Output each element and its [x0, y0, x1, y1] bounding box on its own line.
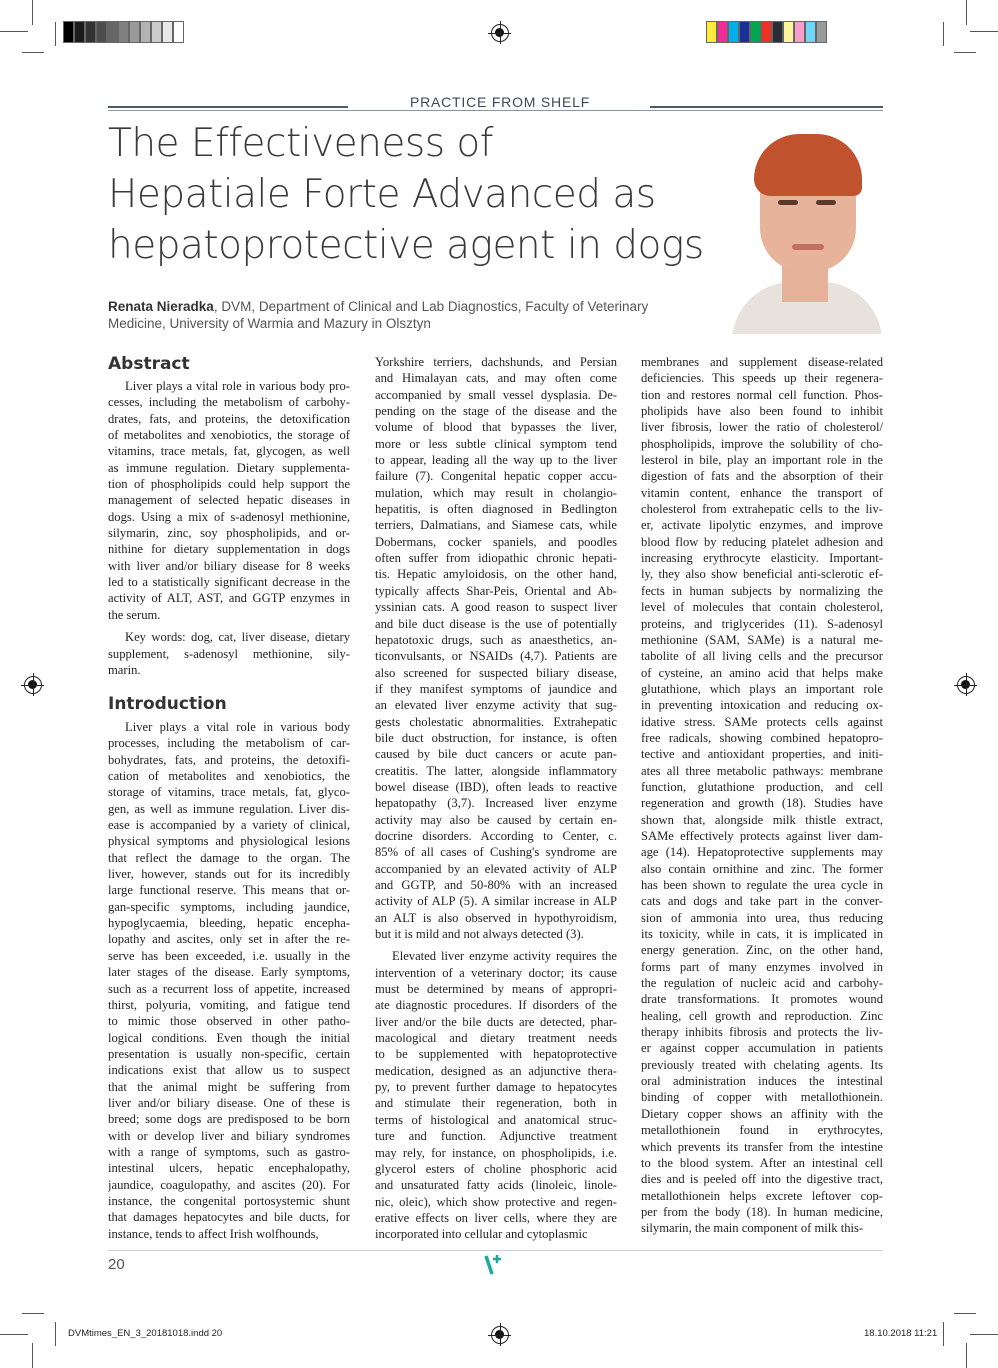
text-line: that reflect the damage to the organ. The	[108, 850, 350, 865]
crop-mark	[55, 22, 56, 46]
text-line: Liver plays a vital role in various body	[125, 720, 350, 734]
title-line: The Effectiveness of	[108, 121, 494, 166]
title-line: hepatoprotective agent in dogs	[108, 223, 704, 268]
introduction-column-2	[375, 354, 617, 1243]
text-line: py, to prevent further damage to hepatocytes	[375, 1080, 617, 1095]
text-line: more or less subtle clinical symptom tend	[375, 436, 617, 451]
eye	[778, 200, 798, 205]
text-line: healing, cell growth and reproduction. Zinc	[641, 1008, 883, 1023]
text-line: and bile duct disease is the use of potentially	[375, 616, 617, 631]
author-byline	[108, 298, 648, 332]
text-line: phospholipids, improve the solubility of cho-	[641, 436, 883, 451]
footer-rule	[108, 1250, 883, 1251]
text-line: instance, the congenital portosystemic shunt	[108, 1193, 350, 1208]
text-line: glutathione, which plays an important role	[641, 681, 883, 696]
text-line: Yorkshire terriers, dachshunds, and Persian	[375, 355, 617, 369]
color-swatch	[85, 21, 96, 43]
text-line: fects in human subjects by normalizing the	[641, 583, 883, 598]
text-line: level of molecules that contain cholesterol,	[641, 600, 883, 615]
text-line: per from the body (18). In human medicine,	[641, 1204, 883, 1219]
crop-mark	[966, 0, 967, 25]
text-line: er, activate lipolytic enzymes, and improve	[641, 518, 883, 533]
text-line: mulation, which may result in cholangio-	[375, 485, 617, 500]
text-line: membranes and supplement disease-related	[641, 355, 883, 369]
author-affiliation: , DVM, Department of Clinical and Lab Diagnostics, Faculty of Veterinary	[213, 299, 649, 314]
text-line: creatitis. The latter, alongside inflammatory	[375, 763, 617, 778]
hair	[754, 134, 862, 196]
color-swatch	[96, 21, 107, 43]
paragraph	[108, 629, 350, 678]
author-name: Renata Nieradka	[108, 299, 214, 314]
color-swatch	[761, 21, 772, 43]
text-line: bowel disease (IBD), often leads to reactive	[375, 779, 617, 794]
text-line: typically affects Shar-Peis, Oriental and Ab-	[375, 583, 617, 598]
text-line: terriers, Dalmatians, and Siamese cats, while	[375, 518, 617, 533]
text-line: metallothionein found in erythrocytes,	[641, 1123, 883, 1138]
text-line: presentation is usually non-specific, certain	[108, 1046, 350, 1061]
text-line: hypoglycaemia, bleeding, hepatic encepha-	[108, 916, 350, 931]
crop-mark	[954, 52, 976, 53]
text-line: Dietary copper shows an affinity with the	[641, 1106, 883, 1121]
text-line: thirst, polyuria, vomiting, and fatigue tend	[108, 997, 350, 1012]
text-line: tabolite of all living cells and the precursor	[641, 649, 883, 664]
text-line: liver fibrosis, lower the ratio of cholesterol/	[641, 420, 883, 435]
text-line: glycerol esters of choline phosphoric acid	[375, 1161, 617, 1176]
text-line: Elevated liver enzyme activity requires the	[392, 949, 617, 964]
text-line: gen, as well as immune regulation. Liver dis-	[108, 801, 350, 816]
text-line: binding of copper with metallothionein.	[641, 1090, 883, 1105]
color-swatch	[772, 21, 783, 43]
crop-mark	[0, 31, 28, 32]
text-line: vitamin content, enhance the transport of	[641, 485, 883, 500]
text-line: cats and dogs and take part in the conver-	[641, 894, 883, 909]
title-line: Hepatiale Forte Advanced as	[108, 172, 656, 217]
text-line: caused by bile duct cancers or acute pan-	[375, 747, 617, 762]
color-swatch	[717, 21, 728, 43]
text-line: that damages hepatocytes and bile ducts, for	[108, 1210, 350, 1225]
text-line: regeneration and growth (18). Studies have	[641, 796, 883, 811]
text-line: digestion of fats and the absorption of their	[641, 469, 883, 484]
text-line: nic, oleic), which show protective and regen-	[375, 1194, 617, 1209]
text-line: tion and restores normal cell function. Phos-	[641, 387, 883, 402]
text-line: of cysteine, an amino acid that helps make	[641, 665, 883, 680]
text-line: to the blood system. After an intestinal cell	[641, 1155, 883, 1170]
text-line: ture and function. Adjunctive treatment	[375, 1129, 617, 1144]
text-line: tis. Hepatic amyloidosis, on the other hand,	[375, 567, 617, 582]
text-line: also contain ornithine and zinc. The former	[641, 861, 883, 876]
text-line: and GGTP, and 50-80% with an increased	[375, 878, 617, 892]
text-line: has been shown to regulate the urea cycle in	[641, 878, 883, 892]
text-line: failure (7). Congenital hepatic copper accu-	[375, 469, 617, 484]
text-line: activity may also be caused by certain en-	[375, 812, 617, 827]
text-line: activity of ALT, AST, and GGTP enzymes in	[108, 591, 350, 606]
color-swatch	[107, 21, 118, 43]
text-line: sion of ammonia into urea, thus reducing	[641, 910, 883, 925]
crop-mark	[943, 22, 944, 46]
text-line: activity of ALP (5). A similar increase in ALP	[375, 894, 617, 909]
text-line: serve has been exceeded, i.e. usually in the	[108, 948, 350, 963]
text-line: metallothionein helps excrete leftover cop-	[641, 1188, 883, 1203]
text-line: hepatotoxic drugs, such as anaesthetics, an-	[375, 632, 617, 647]
crop-mark	[966, 1343, 967, 1368]
text-line: tective and antioxidant properties, and initi-	[641, 747, 883, 762]
color-swatch	[750, 21, 761, 43]
text-line: ate diagnostic procedures. If disorders of the	[375, 998, 617, 1013]
text-line: to mimic those observed in other patho-	[108, 1014, 350, 1029]
text-line: ticonvulsants, or NSAIDs (4,7). Patients are	[375, 649, 617, 664]
text-line: yssinian cats. A good reason to suspect liver	[375, 600, 617, 615]
crop-mark	[954, 1313, 976, 1314]
text-line: to appear, leading all the way up to the liver	[375, 453, 617, 468]
text-line: processes, including the metabolism of car-	[108, 736, 350, 751]
text-line: management of selected hepatic diseases in	[108, 493, 350, 508]
text-line: with liver and/or biliary disease for 8 weeks	[108, 558, 350, 573]
text-line: jaundice, coagulopathy, and ascites (20). For	[108, 1177, 350, 1192]
crop-mark	[970, 31, 998, 32]
text-line: increasing erythrocyte elasticity. Important-	[641, 551, 883, 566]
text-line: and unsaturated fatty acids (linoleic, linole-	[375, 1178, 617, 1193]
text-line: supplement, s-adenosyl methionine, sily-	[108, 646, 350, 661]
text-line: with or develop liver and biliary syndromes	[108, 1128, 350, 1143]
text-line: such as a recurrent loss of appetite, increased	[108, 981, 350, 996]
text-line: which prevents its transfer from the intestine	[641, 1139, 883, 1154]
text-line: hepatopathy (3,7). Increased liver enzyme	[375, 796, 617, 811]
text-line: if they manifest symptoms of jaundice and	[375, 681, 617, 696]
eye	[816, 200, 836, 205]
text-line: Dobermans, cocker spaniels, and poodles	[375, 534, 617, 549]
color-swatch	[151, 21, 162, 43]
text-line: gan-specific symptoms, including jaundice,	[108, 899, 350, 914]
text-line: incorporated into cellular and cytoplasmic	[375, 1227, 588, 1242]
text-line: dies and is peeled off into the digestive tract,	[641, 1172, 883, 1187]
text-line: accompanied by small vessel dysplasia. De-	[375, 387, 617, 402]
text-line: silymarin, the main component of milk this-	[641, 1221, 864, 1236]
text-line: and stimulate their regeneration, both in	[375, 1096, 617, 1111]
text-line: 85% of all cases of Cushing's syndrome are	[375, 845, 617, 860]
text-line: indications exist that allow us to suspect	[108, 1063, 350, 1078]
paragraph	[641, 354, 883, 1237]
text-line: terms of histological and anatomical struc-	[375, 1112, 617, 1127]
text-line: drate transformations. It promotes wound	[641, 992, 883, 1007]
text-line: marin.	[108, 662, 141, 677]
color-swatch	[129, 21, 140, 43]
text-line: proteins, and triglycerides (11). S-adenosyl	[641, 616, 883, 631]
text-line: bile duct obstruction, for instance, is often	[375, 730, 617, 745]
text-line: and Himalayan cats, and may often come	[375, 371, 617, 386]
author-photo	[730, 132, 885, 334]
color-swatch	[74, 21, 85, 43]
text-line: but it is mild and not always detected (3).	[375, 927, 584, 942]
text-line: tion of phospholipids could help support the	[108, 477, 350, 492]
header-rule	[108, 106, 348, 108]
introduction-column-3	[641, 354, 883, 1237]
text-line: an elevated liver enzyme activity that sug-	[375, 698, 617, 713]
color-swatch	[728, 21, 739, 43]
abstract-text	[108, 378, 350, 678]
crop-mark	[22, 1313, 44, 1314]
paragraph	[108, 719, 350, 1242]
page-number: 20	[108, 1256, 125, 1273]
text-line: intervention of a veterinary doctor; its cause	[375, 965, 617, 980]
color-swatch	[118, 21, 129, 43]
crop-mark	[970, 1334, 998, 1335]
text-line: liver and/or the bile ducts are detected, phar-	[375, 1014, 617, 1029]
text-line: cesses, including the metabolism of carbohy-	[108, 395, 350, 410]
text-line: drates, fats, and proteins, the detoxification	[108, 411, 350, 426]
text-line: function, glutathione production, and cell	[641, 779, 883, 794]
text-line: SAMe effectively protects against liver dam-	[641, 828, 883, 843]
text-line: energy generation. Zinc, on the other hand,	[641, 943, 883, 958]
text-line: instance, tends to affect Irish wolfhounds,	[108, 1226, 319, 1241]
color-swatch	[706, 21, 717, 43]
text-line: the regulation of nucleic acid and carbohy-	[641, 976, 883, 991]
color-swatch	[173, 21, 184, 43]
section-label: PRACTICE FROM SHELF	[409, 94, 591, 110]
text-line: methionine (SAM, SAMe) is a natural me-	[641, 632, 883, 647]
registration-mark-icon	[491, 1326, 509, 1344]
registration-mark-icon	[491, 24, 509, 42]
header-rule	[108, 110, 883, 111]
text-line: as immune regulation. Dietary supplementa-	[108, 460, 350, 475]
color-swatch	[140, 21, 151, 43]
crop-mark	[943, 1322, 944, 1346]
registration-mark-icon	[957, 676, 975, 694]
text-line: with a range of symptoms, such as gastro-	[108, 1144, 350, 1159]
text-line: er against copper accumulation in patients	[641, 1041, 883, 1056]
text-line: accompanied by an elevated activity of ALP	[375, 861, 617, 876]
slug-filename: DVMtimes_EN_3_20181018.indd 20	[68, 1328, 223, 1339]
text-line: oral administration induces the intestinal	[641, 1074, 883, 1089]
crop-mark	[32, 0, 33, 25]
text-line: to be supplemented with hepatoprotective	[375, 1047, 617, 1062]
text-line: liver, however, stands out for its incredibly	[108, 867, 350, 882]
text-line: hepatitis, is often diagnosed in Bedlington	[375, 502, 617, 517]
text-line: its toxicity, while in cats, it is implicated in	[641, 927, 883, 942]
paragraph	[108, 378, 350, 623]
article-title	[108, 118, 704, 271]
text-line: Key words: dog, cat, liver disease, dietary	[125, 630, 350, 645]
introduction-heading: Introduction	[108, 694, 227, 714]
color-swatch	[63, 21, 74, 43]
text-line: ease is accompanied by a variety of clinical,	[108, 818, 350, 833]
crop-mark	[0, 1334, 28, 1335]
text-line: forms part of many enzymes involved in	[641, 959, 883, 974]
author-affiliation: Medicine, University of Warmia and Mazury in Olsztyn	[108, 316, 431, 331]
crop-mark	[32, 1343, 33, 1368]
crop-mark	[55, 1322, 56, 1346]
text-line: large functional reserve. This means that or-	[108, 883, 350, 898]
registration-mark-icon	[24, 676, 42, 694]
text-line: deficiencies. This speeds up their regenera-	[641, 371, 883, 386]
text-line: Liver plays a vital role in various body pro-	[125, 379, 350, 393]
introduction-column-1	[108, 719, 350, 1242]
text-line: medication, designed as an adjunctive thera-	[375, 1063, 617, 1078]
text-line: led to a statistically significant decrease in the	[108, 575, 350, 590]
text-line: silymarin, zinc, soy phospholipids, and or-	[108, 526, 350, 541]
color-swatch	[162, 21, 173, 43]
abstract-heading: Abstract	[108, 354, 190, 374]
text-line: free radicals, showing combined hepatopro-	[641, 730, 883, 745]
text-line: erative effects on liver cells, where they are	[375, 1210, 617, 1225]
text-line: shown that, alongside milk thistle extract,	[641, 812, 883, 827]
header-rule	[650, 106, 883, 108]
text-line: lesterol in bile, play an important role in the	[641, 453, 883, 468]
text-line: idative stress. SAMe protects cells against	[641, 714, 883, 729]
text-line: cholesterol from extrahepatic cells to the liv-	[641, 502, 883, 517]
text-line: an ALT is also observed in hypothyroidism,	[375, 910, 617, 925]
mouth	[792, 244, 824, 250]
text-line: liver and/or biliary disease. One of these is	[108, 1095, 350, 1110]
color-swatch	[794, 21, 805, 43]
text-line: blood flow by reducing platelet adhesion and	[641, 534, 883, 549]
text-line: of metabolites and xenobiotics, the storage of	[108, 428, 350, 443]
text-line: previously treated with chelating agents. Its	[641, 1057, 883, 1072]
text-line: also screened for suspected biliary disease,	[375, 665, 617, 680]
text-line: lopathy and ascites, only set in after the re-	[108, 932, 350, 947]
text-line: physical symptoms and physiological lesions	[108, 834, 350, 849]
text-line: often suffer from idiopathic chronic hepati-	[375, 551, 617, 566]
paragraph	[375, 354, 617, 942]
text-line: bohydrates, fats, and proteins, the detoxifi-	[108, 752, 350, 767]
text-line: dogs. Using a mix of s-adenosyl methionine,	[108, 509, 350, 524]
color-swatch	[816, 21, 827, 43]
text-line: intestinal ulcers, hepatic encephalopathy,	[108, 1161, 350, 1176]
text-line: breed; some dogs are predisposed to be born	[108, 1112, 350, 1127]
text-line: therapy inhibits fibrosis and protects the liv-	[641, 1025, 883, 1040]
text-line: the serum.	[108, 607, 161, 622]
text-line: age (14). Hepatoprotective supplements may	[641, 845, 883, 860]
text-line: macological and dietary treatment needs	[375, 1031, 617, 1046]
text-line: nithine for dietary supplementation in dogs	[108, 542, 350, 557]
color-swatch	[739, 21, 750, 43]
text-line: may rely, for instance, on phospholipids, i.e.	[375, 1145, 617, 1160]
text-line: later stages of the disease. Early symptoms,	[108, 965, 350, 980]
paragraph	[375, 948, 617, 1242]
text-line: volume of blood that bypasses the liver,	[375, 420, 617, 435]
publisher-logo-icon	[482, 1252, 508, 1278]
text-line: in preventing intoxication and reducing ox-	[641, 698, 883, 713]
slug-date: 18.10.2018 11:21	[864, 1328, 938, 1339]
text-line: that the animal might be suffering from	[108, 1079, 350, 1094]
text-line: gests cholestatic abnormalities. Extrahepatic	[375, 714, 617, 729]
text-line: logical conditions. Even though the initial	[108, 1030, 350, 1045]
text-line: storage of vitamins, trace metals, fat, glyco-	[108, 785, 350, 800]
color-swatch	[805, 21, 816, 43]
text-line: pholipids have also been found to inhibit	[641, 404, 883, 419]
text-line: cation of metabolites and xenobiotics, the	[108, 769, 350, 784]
color-swatch	[783, 21, 794, 43]
text-line: ly, they also show beneficial anti-sclerotic ef-	[641, 567, 883, 582]
crop-mark	[22, 52, 44, 53]
text-line: pending on the stage of the disease and the	[375, 404, 617, 419]
text-line: ates all three metabolic pathways: membrane	[641, 763, 883, 778]
text-line: must be determined by means of appropri-	[375, 982, 617, 997]
text-line: docrine disorders. According to Center, c.	[375, 828, 617, 843]
text-line: vitamins, trace metals, fat, glycogen, as well	[108, 444, 350, 459]
